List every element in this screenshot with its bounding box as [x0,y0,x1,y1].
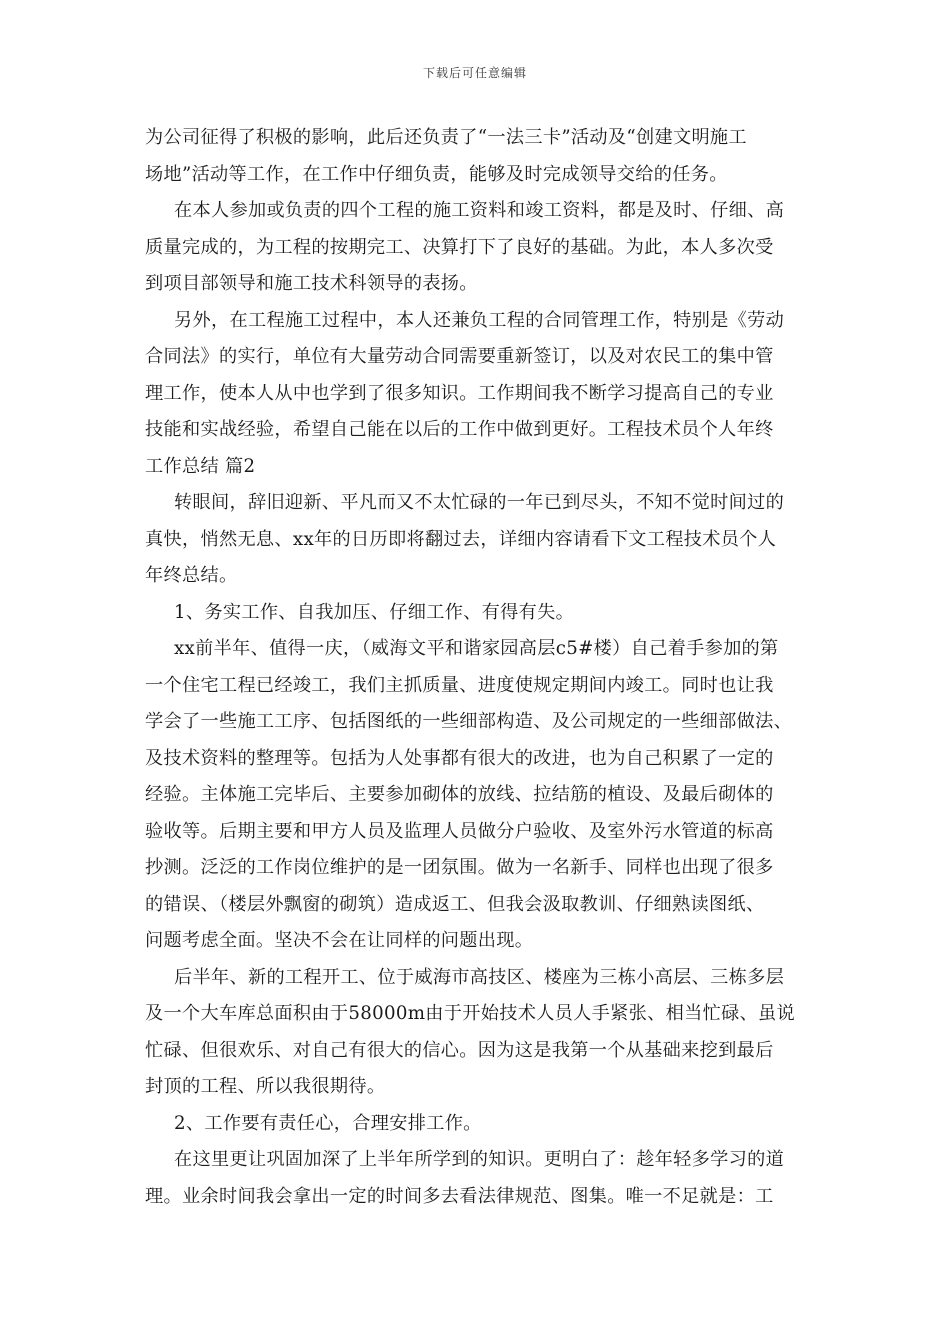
page-header: 下载后可任意编辑 [422,66,527,80]
text-line: 合同法》的实行，单位有大量劳动合同需要重新签订，以及对农民工的集中管 [145,346,774,367]
paragraph-first-line: 在本人参加或负责的四个工程的施工资料和竣工资料，都是及时、仔细、高 [174,200,785,221]
text-line: 为公司征得了积极的影响，此后还负责了“一法三卡”活动及“创建文明施工 [145,127,747,148]
text-line: 忙碌、但很欢乐、对自己有很大的信心。因为这是我第一个从基础来挖到最后 [145,1039,774,1061]
text-line: 一个住宅工程已经竣工，我们主抓质量、进度使规定期间内竣工。同时也让我 [145,674,774,696]
text-line: 技能和实战经验，希望自己能在以后的工作中做到更好。工程技术员个人年终 [145,419,774,440]
paragraph-first-line: 转眼间，辞旧迎新、平凡而又不太忙碌的一年已到尽头，不知不觉时间过的 [174,492,785,513]
text-line: 年终总结。 [145,565,238,586]
text-line: 验收等。后期主要和甲方人员及监理人员做分户验收、及室外污水管道的标高 [145,820,774,842]
paragraph-first-line: 在这里更让巩固加深了上半年所学到的知识。更明白了：趁年轻多学习的道 [174,1149,785,1170]
text-line: 理工作，使本人从中也学到了很多知识。工作期间我不断学习提高自己的专业 [145,382,774,404]
text-line: 问题考虑全面。坚决不会在让同样的问题出现。 [145,930,534,951]
paragraph-first-line: 后半年、新的工程开工、位于威海市高技区、楼座为三栋小高层、三栋多层 [174,966,785,988]
text-line: 学会了一些施工工序、包括图纸的一些细部构造、及公司规定的一些细部做法、 [145,711,793,732]
text-line: 质量完成的，为工程的按期完工、决算打下了良好的基础。为此，本人多次受 [145,236,774,258]
text-line: 场地”活动等工作，在工作中仔细负责，能够及时完成领导交给的任务。 [145,163,728,185]
text-line: 的错误、（楼层外飘窗的砌筑）造成返工、但我会汲取教训、仔细熟读图纸、 [145,893,765,915]
text-line: 到项目部领导和施工技术科领导的表扬。 [145,273,478,294]
text-line: 工作总结 篇2 [145,455,256,477]
paragraph-first-line: 另外，在工程施工过程中，本人还兼负工程的合同管理工作，特别是《劳动 [174,309,785,331]
text-line: 封顶的工程、所以我很期待。 [145,1076,386,1097]
text-line: 经验。主体施工完毕后、主要参加砌体的放线、拉结筋的植设、及最后砌体的 [145,784,774,805]
text-line: 抄测。泛泛的工作岗位维护的是一团氛围。做为一名新手、同样也出现了很多 [145,857,774,878]
text-line: 及一个大车库总面积由于58000m由于开始技术人员人手紧张、相当忙碌、虽说 [145,1003,796,1024]
text-line: 理。业余时间我会拿出一定的时间多去看法律规范、图集。唯一不足就是：工 [145,1185,774,1207]
text-line: 真快，悄然无息、xx年的日历即将翻过去，详细内容请看下文工程技术员个人 [145,528,777,550]
paragraph-first-line: xx前半年、值得一庆，（威海文平和谐家园高层c5#楼）自己着手参加的第 [174,638,779,659]
paragraph-first-line: 2、工作要有责任心，合理安排工作。 [174,1112,482,1134]
document-body [145,120,810,1215]
text-line: 及技术资料的整理等。包括为人处事都有很大的改进，也为自己积累了一定的 [145,747,774,769]
paragraph-first-line: 1、务实工作、自我加压、仔细工作、有得有失。 [174,601,575,623]
